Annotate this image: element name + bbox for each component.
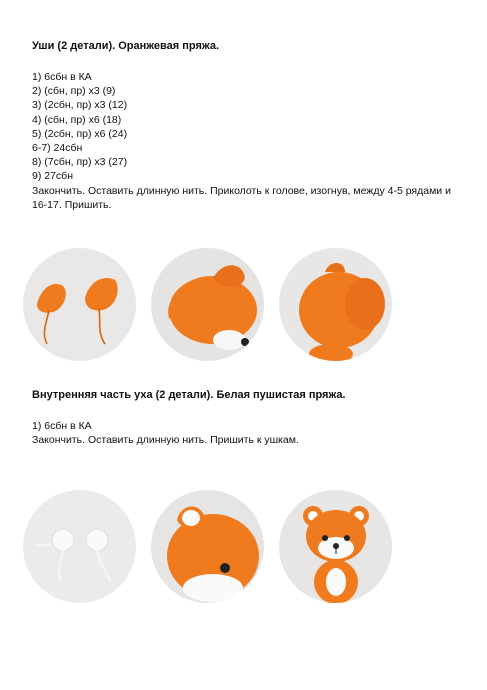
section-inner-ear-title: Внутренняя часть уха (2 детали). Белая пушистая пряжа. — [32, 389, 346, 401]
row-9: 9) 27сбн — [32, 170, 73, 183]
row-8: 8) (7сбн, пр) х3 (27) — [32, 156, 128, 169]
photo-fox-head-back — [279, 248, 392, 361]
row-1: 1) 6сбн в КА — [32, 71, 92, 83]
row-4: 4) (сбн, пр) х6 (18) — [32, 113, 122, 126]
photo-white-inner-ears — [23, 490, 136, 603]
row-5: 5) (2сбн, пр) х6 (24) — [32, 127, 128, 140]
inner-finish-instruction: Закончить. Оставить длинную нить. Пришить к ушкам. — [32, 434, 299, 447]
section-inner-ear-instructions — [32, 419, 462, 447]
photo-finished-fox-front — [279, 490, 392, 603]
finish-instruction: Закончить. Оставить длинную нить. Приколоть к голове, изогнув, между 4-5 рядами и 16-17. Пришить. — [32, 184, 451, 211]
section-ears-title: Уши (2 детали). Оранжевая пряжа. — [32, 40, 219, 52]
photo-fox-inner-ear-closeup — [151, 490, 264, 603]
row-2: 2) (сбн, пр) х3 (9) — [32, 85, 116, 98]
inner-row-1: 1) 6сбн в КА — [32, 420, 92, 432]
section-ears-instructions — [32, 70, 462, 212]
photo-fox-head-side — [151, 248, 264, 361]
row-3: 3) (2сбн, пр) х3 (12) — [32, 99, 128, 112]
photo-two-orange-ears — [23, 248, 136, 361]
row-6-7: 6-7) 24сбн — [32, 142, 83, 155]
